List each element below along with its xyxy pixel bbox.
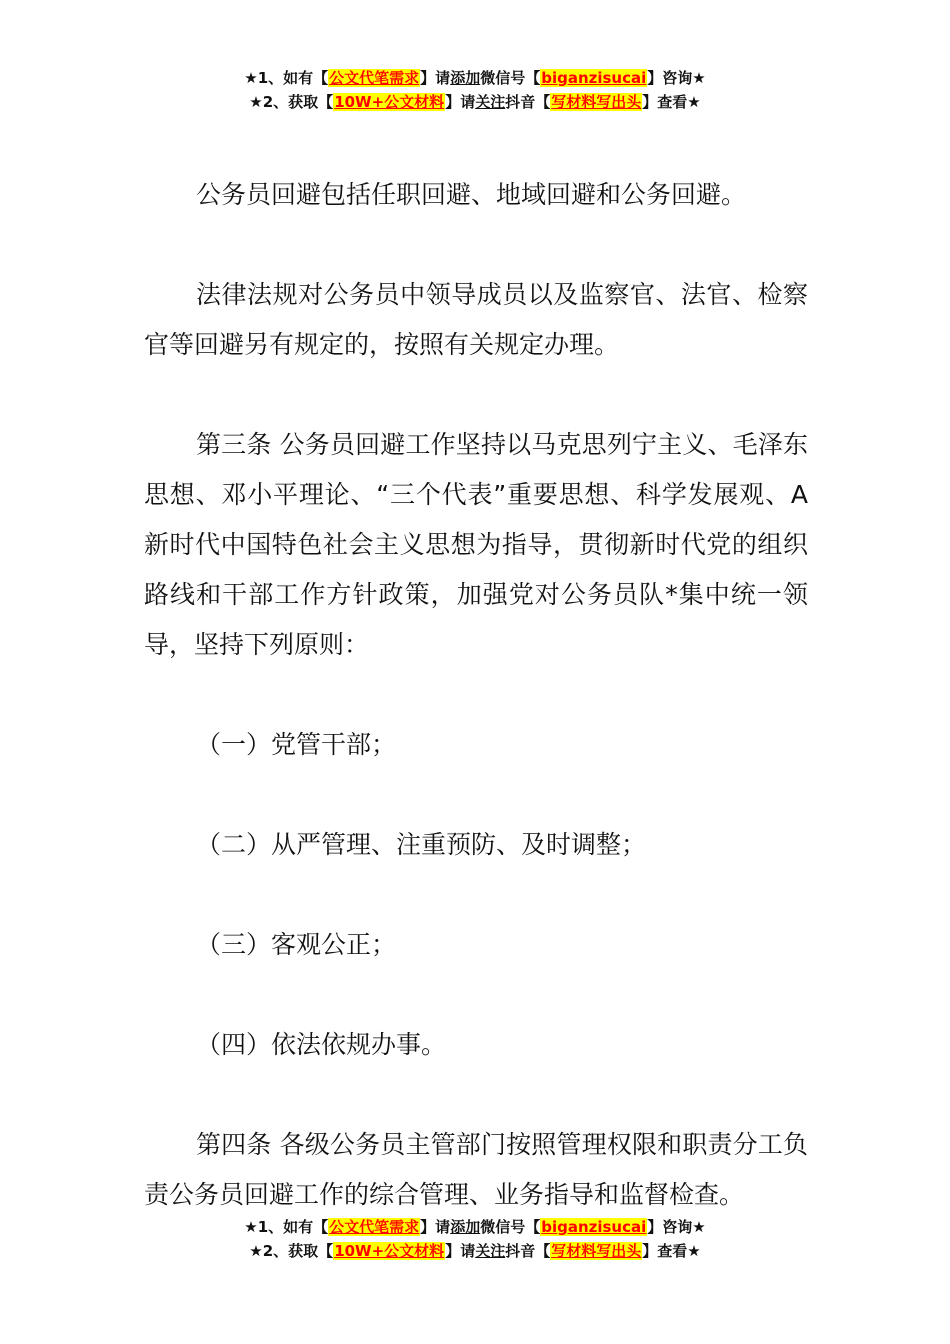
promo-underline: 添加	[450, 1218, 481, 1236]
promo-line-2	[0, 1239, 950, 1263]
promo-text: 】请	[445, 1242, 476, 1260]
promo-underline: 关注	[475, 1242, 506, 1260]
promo-text: 】请	[420, 69, 451, 87]
promo-line-2	[0, 90, 950, 114]
promo-douyin-id: 写材料写出头	[551, 1242, 642, 1260]
promo-banner-bottom	[0, 1215, 950, 1263]
promo-highlight: 公文代笔需求	[329, 1218, 420, 1236]
promo-text: 微信号【	[480, 69, 541, 87]
paragraph: 公务员回避包括任职回避、地域回避和公务回避。	[196, 180, 747, 209]
principle-item: （一）党管干部；	[196, 730, 397, 759]
promo-wechat-id: biganzisucai	[541, 1218, 647, 1236]
promo-underline: 关注	[475, 93, 506, 111]
promo-text: 微信号【	[480, 1218, 541, 1236]
promo-text: 】查看★	[642, 1242, 701, 1260]
promo-text: 抖音【	[505, 1242, 551, 1260]
paragraph: 法律法规对公务员中领导成员以及监察官、法官、检察官等回避另有规定的，按照有关规定办理。	[144, 280, 808, 359]
promo-highlight: 公文代笔需求	[329, 69, 420, 87]
promo-underline: 添加	[450, 69, 481, 87]
promo-text: 抖音【	[505, 93, 551, 111]
promo-line-1	[0, 1215, 950, 1239]
promo-text: ★2、获取【	[249, 93, 334, 111]
principle-item: （二）从严管理、注重预防、及时调整；	[196, 830, 647, 859]
article-4-paragraph: 第四条 各级公务员主管部门按照管理权限和职责分工负责公务员回避工作的综合管理、业务指导和监督检查。	[144, 1130, 808, 1209]
article-3-paragraph: 第三条 公务员回避工作坚持以马克思列宁主义、毛泽东思想、邓小平理论、“三个代表”重要思想、科学发展观、A新时代中国特色社会主义思想为指导，贯彻新时代党的组织路线和干部工作方针政策，加强党对公务员队*集中统一领导，坚持下列原则：	[144, 430, 808, 659]
promo-text: 】查看★	[642, 93, 701, 111]
promo-douyin-id: 写材料写出头	[551, 93, 642, 111]
promo-text: 】咨询★	[647, 1218, 706, 1236]
promo-highlight: 10W+公文材料	[334, 93, 445, 111]
promo-text: 】咨询★	[647, 69, 706, 87]
document-body	[144, 170, 808, 1270]
promo-highlight: 10W+公文材料	[334, 1242, 445, 1260]
promo-banner-top	[0, 66, 950, 114]
promo-line-1	[0, 66, 950, 90]
promo-wechat-id: biganzisucai	[541, 69, 647, 87]
promo-text: ★1、如有【	[244, 69, 329, 87]
principle-item: （四）依法依规办事。	[196, 1030, 447, 1059]
promo-text: 】请	[445, 93, 476, 111]
promo-text: ★2、获取【	[249, 1242, 334, 1260]
promo-text: 】请	[420, 1218, 451, 1236]
principle-item: （三）客观公正；	[196, 930, 397, 959]
promo-text: ★1、如有【	[244, 1218, 329, 1236]
